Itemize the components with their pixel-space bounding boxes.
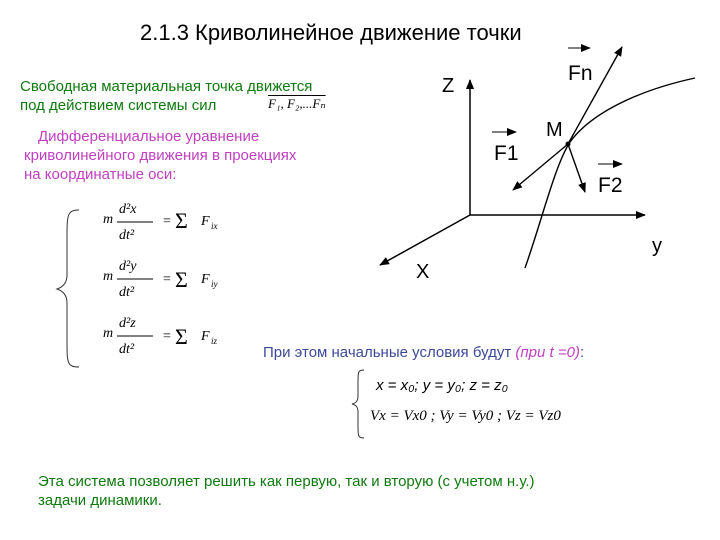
initial-conditions-heading <box>263 344 584 361</box>
initial-colon: : <box>579 344 585 361</box>
eq3-equals: = <box>163 329 171 344</box>
conclusion-line-1: Эта система позволяет решить как первую, так и вторую (с учетом н.у.) <box>38 473 535 490</box>
y-axis-label: y <box>652 235 662 257</box>
x-axis <box>380 215 470 265</box>
forces-expression: F₁, F₂,...Fₙ <box>268 96 326 111</box>
trajectory-curve <box>525 78 695 268</box>
eq2-subscript: iy <box>211 279 218 289</box>
conclusion-line-2: задачи динамики. <box>38 492 162 509</box>
equation-brace <box>57 210 79 367</box>
eq1-numerator: d²x <box>119 202 137 217</box>
force-1-label: F1 <box>494 142 519 165</box>
eq2-sum: Σ <box>175 267 188 292</box>
eq3-numerator: d²z <box>119 316 136 331</box>
eq3-subscript: iz <box>211 336 218 346</box>
eq3-sum: Σ <box>175 324 188 349</box>
eq1-coef: m <box>103 212 114 227</box>
eq1-subscript: ix <box>211 221 218 231</box>
point-m-label: M <box>546 119 563 141</box>
conditions-brace <box>352 370 364 438</box>
eq1-force: F <box>201 214 210 229</box>
eq2-denominator: dt² <box>119 285 135 300</box>
equation-system <box>55 195 255 375</box>
eq3-denominator: dt² <box>119 342 135 357</box>
initial-conditions-block <box>350 368 660 440</box>
eq2-numerator: d²y <box>119 259 137 274</box>
eq1-sum: Σ <box>175 208 188 233</box>
eq1-denominator: dt² <box>119 228 135 243</box>
force-diagram <box>370 40 715 290</box>
force-2-arrow <box>568 144 585 192</box>
diff-line-3: на координатные оси: <box>24 166 177 183</box>
velocity-conditions: Vx = Vx0 ; Vy = Vy0 ; Vz = Vz0 <box>370 408 561 424</box>
x-axis-label: X <box>416 261 430 283</box>
eq1-equals: = <box>163 214 171 229</box>
initial-paren: (при t =0) <box>515 344 580 361</box>
eq3-coef: m <box>103 326 114 341</box>
eq2-coef: m <box>103 269 114 284</box>
diff-line-1: Дифференциальное уравнение <box>38 128 260 145</box>
position-conditions: x = x₀; y = y₀; z = z₀ <box>376 377 508 394</box>
z-axis-label: Z <box>442 75 455 97</box>
force-2-label: F2 <box>598 174 623 197</box>
force-1-arrow <box>513 144 568 190</box>
page-title: 2.1.3 Криволинейное движение точки <box>140 20 522 45</box>
eq2-equals: = <box>163 272 171 287</box>
eq3-force: F <box>201 329 210 344</box>
diff-line-2: криволинейного движения в проекциях <box>24 147 297 164</box>
intro-line-1: Свободная материальная точка движется <box>20 78 313 95</box>
initial-prefix: При этом начальные условия будут <box>263 344 512 361</box>
force-n-label: Fn <box>568 62 593 85</box>
intro-line-2: под действием системы сил <box>20 97 217 114</box>
eq2-force: F <box>201 272 210 287</box>
